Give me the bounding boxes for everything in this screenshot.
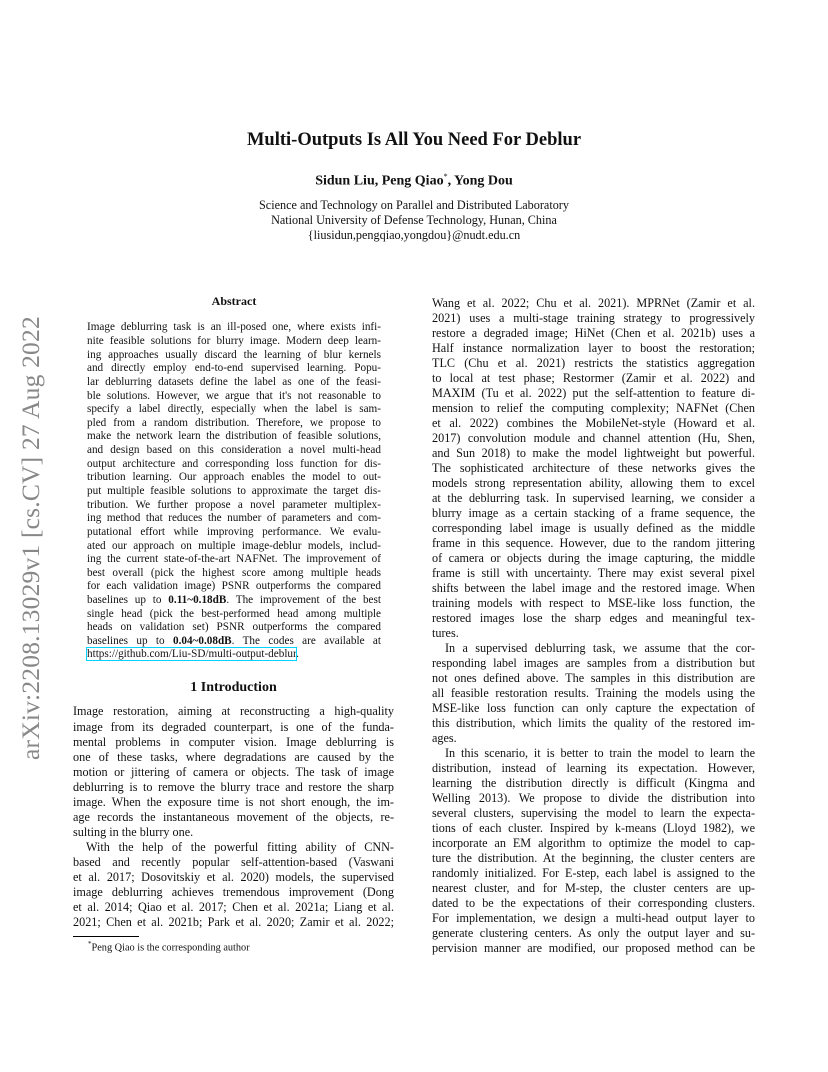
body-line: models strong representation ability, allowing them to excel [432, 476, 755, 490]
body-line: MSE-like loss function can only capture the expectation of [432, 701, 755, 715]
abstract-line: Image deblurring task is an ill-posed one, where exists infi- [87, 321, 381, 333]
affiliation-emails: {liusidun,pengqiao,yongdou}@nudt.edu.cn [307, 228, 521, 242]
body-line: For implementation, we design a multi-head output layer to [432, 911, 755, 925]
abstract-line: nite feasible solutions for blurry image. Modern deep learn- [87, 335, 381, 347]
body-line: learning the distribution directly is difficult (Kingma and [432, 776, 755, 790]
body-line: nearest cluster, and for M-step, the cluster centers are up- [432, 881, 755, 895]
section-heading-introduction: 1 Introduction [190, 680, 277, 695]
body-line: MAXIM (Tu et al. 2022) put the self-attention to feature di- [432, 386, 755, 400]
abstract-line: tribution learning. Our approach enables the model to out- [87, 471, 381, 483]
body-line: et al. 2022) combines the MobileNet-style (Howard et al. [432, 416, 755, 430]
abstract-line: ing method that reduces the number of parameters and com- [87, 512, 381, 524]
authors [0, 172, 828, 190]
abstract-line: output architecture and corresponding loss function for dis- [87, 458, 381, 470]
footnote-rule [73, 936, 139, 937]
body-line: distribution, instead of learning its expectation. However, [432, 761, 755, 775]
corresponding-mark: * [443, 172, 448, 181]
arxiv-identifier: arXiv:2208.13029v1 [cs.CV] 27 Aug 2022 [16, 316, 45, 760]
abstract-line: for each validation image) PSNR outperforms the compared [87, 580, 381, 592]
body-line: incorporate an EM algorithm to optimize the model to cap- [432, 836, 755, 850]
body-line: 2021; Chen et al. 2021b; Park et al. 2020; Zamir et al. 2022; [73, 915, 394, 929]
abstract-line: single head (pick the best-performed head among multiple [87, 608, 381, 620]
body-line: at the deblurring task. In supervised learning, we consider a [432, 491, 755, 505]
body-line: all feasible restoration results. Training the models using the [432, 686, 755, 700]
abstract-text: baselines up to [87, 635, 173, 647]
body-line: image. When the exposure time is not short enough, the im- [73, 795, 394, 809]
body-line: 2017) convolution module and channel attention (Hu, Shen, [432, 431, 755, 445]
abstract-text: baselines up to [87, 594, 169, 606]
body-line: responding label images are samples from a distribution but [432, 656, 755, 670]
abstract-line [87, 635, 381, 647]
body-line: deblurring is to remove the blurry trace and restore the sharp [73, 780, 394, 794]
abstract-line: tribution. We further propose a novel parameter multiplex- [87, 499, 381, 511]
body-line: mension to relief the computing complexity; NAFNet (Chen [432, 401, 755, 415]
body-line: of camera or objects during the image capturing, the middle [432, 551, 755, 565]
code-url-link[interactable]: https://github.com/Liu-SD/multi-output-deblur [87, 648, 297, 660]
body-line: frame is still with uncertainty. There may exist several pixel [432, 566, 755, 580]
body-line: and Sun 2018) to make the model lightweight but powerful. [432, 446, 755, 460]
single-head-gain-value: 0.04~0.08dB [172, 635, 232, 647]
abstract-line: putational effort while improving performance. We evalu- [87, 526, 381, 538]
footnote-text: Peng Qiao is the corresponding author [91, 942, 250, 954]
body-line: dated to be the expectations of their corresponding clusters. [432, 896, 755, 910]
abstract-line: pled from a random distribution. Therefore, we propose to [87, 417, 381, 429]
abstract-line: and design based on this consideration a novel multi-head [87, 444, 381, 456]
body-line: several clusters, supervising the model to learn the expecta- [432, 806, 755, 820]
body-line: Half instance normalization layer to boost the restoration; [432, 341, 755, 355]
abstract-line: ing the current state-of-the-art NAFNet. The improvement of [87, 553, 381, 565]
body-line: Wang et al. 2022; Chu et al. 2021). MPRNet (Zamir et al. [432, 296, 755, 310]
abstract-line: ated our approach on multiple image-deblur models, includ- [87, 540, 381, 552]
abstract-line [87, 648, 381, 660]
author-names-tail: , Yong Dou [447, 173, 513, 189]
body-line: randomly initialized. For E-step, each label is assigned to the [432, 866, 755, 880]
abstract-line [87, 594, 381, 606]
body-line: restore a degraded image; HiNet (Chen et al. 2021b) uses a [432, 326, 755, 340]
body-line: image deblurring achieves tremendous improvement (Dong [73, 885, 394, 899]
body-line: With the help of the powerful fitting ability of CNN- [86, 840, 394, 854]
body-line: ture the distribution. At the beginning, the cluster centers are [432, 851, 755, 865]
body-line: In this scenario, it is better to train the model to learn the [445, 746, 755, 760]
abstract-text: . The codes are available at [231, 635, 381, 647]
body-line: et al. 2017; Dosovitskiy et al. 2020) models, the supervised [73, 870, 394, 884]
body-line: TLC (Chu et al. 2021) restricts the statistics aggregation [432, 356, 755, 370]
body-line: this distribution, which limits the quality of the restored im- [432, 716, 755, 730]
abstract-text: . [296, 648, 299, 660]
body-line: In a supervised deblurring task, we assume that the cor- [445, 641, 755, 655]
body-line: et al. 2014; Qiao et al. 2017; Chen et al. 2021a; Liang et al. [73, 900, 394, 914]
abstract-heading: Abstract [211, 294, 257, 308]
body-line: not ones defined above. The samples in this distribution are [432, 671, 755, 685]
body-line: to local at test phase; Restormer (Zamir et al. 2022) and [432, 371, 755, 385]
body-line: ages. [432, 731, 457, 745]
affiliation-lab: Science and Technology on Parallel and Distributed Laboratory [259, 198, 569, 212]
body-line: generate clustering centers. As only the output layer and su- [432, 926, 755, 940]
paper-title: Multi-Outputs Is All You Need For Deblur [246, 130, 582, 150]
body-line: shifts between the label image and the restored image. When [432, 581, 755, 595]
footnote-mark: * [88, 940, 92, 948]
affiliation-university: National University of Defense Technology, Hunan, China [271, 213, 557, 227]
abstract-line: put multiple feasible solutions to approximate the target dis- [87, 485, 381, 497]
abstract-line: lar deblurring datasets define the label as one of the feasi- [87, 376, 381, 388]
body-line: The sophisticated architecture of these networks gives the [432, 461, 755, 475]
body-line: tures. [432, 626, 459, 640]
body-line: image from its degraded counterpart, is one of the funda- [73, 720, 394, 734]
body-line: tions of each cluster. Inspired by k-means (Lloyd 1982), we [432, 821, 755, 835]
body-line: sulting in the blurry one. [73, 825, 194, 839]
body-line: 2021) uses a multi-stage training strategy to progressively [432, 311, 755, 325]
body-line: restored images lose the sharp edges and meaningful tex- [432, 611, 755, 625]
body-line: based and recently popular self-attention-based (Vaswani [73, 855, 394, 869]
body-line: Image restoration, aiming at reconstructing a high-quality [73, 704, 394, 718]
body-line: Welling 2013). We propose to divide the distribution into [432, 791, 755, 805]
body-line: pervision manner are modified, our proposed method can be [432, 941, 755, 955]
overall-gain-value: 0.11~0.18dB [168, 594, 227, 606]
abstract-line: heads on validation set) PSNR outperforms the compared [87, 621, 381, 633]
abstract-line: ing approaches usually discard the learning of blur kernels [87, 349, 381, 361]
author-names: Sidun Liu, Peng Qiao [315, 173, 444, 189]
body-line: one of these tasks, where degradations are caused by the [73, 750, 394, 764]
abstract-line: and directly employ end-to-end supervised learning. Popu- [87, 362, 381, 374]
abstract-text: . The improvement of the best [226, 594, 381, 606]
abstract-line: specify a label directly, especially when the label is sam- [87, 403, 381, 415]
body-line: age records the instantaneous movement of the objects, re- [73, 810, 394, 824]
footnote [88, 940, 250, 953]
body-line: training models with respect to MSE-like loss function, the [432, 596, 755, 610]
abstract-line: best overall (pick the highest score among multiple heads [87, 567, 381, 579]
body-line: blurry image as a certain stacking of a frame sequence, the [432, 506, 755, 520]
body-line: corresponding label image is usually defined as the middle [432, 521, 755, 535]
abstract-line: make the network learn the distribution of feasible solutions, [87, 430, 381, 442]
body-line: mental problems in computer vision. Image deblurring is [73, 735, 394, 749]
abstract-line: ble solutions. However, we argue that it's not reasonable to [87, 390, 381, 402]
body-line: frame in this sequence. However, due to the random jittering [432, 536, 755, 550]
body-line: motion or jittering of camera or objects. The task of image [73, 765, 394, 779]
